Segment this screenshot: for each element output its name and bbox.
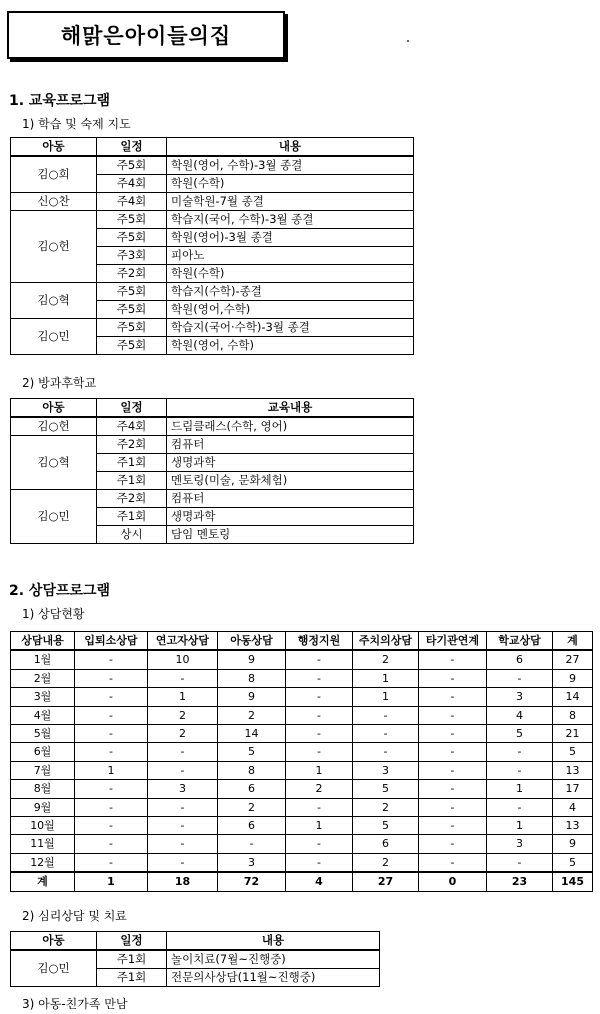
count-cell: - bbox=[286, 650, 353, 669]
content-cell: 학원(영어, 수학) bbox=[167, 337, 414, 355]
count-cell: 8 bbox=[553, 706, 593, 724]
count-cell: 1 bbox=[487, 817, 553, 835]
count-cell: - bbox=[75, 725, 148, 743]
count-cell: 6 bbox=[353, 835, 419, 853]
count-cell: 2 bbox=[148, 725, 218, 743]
child-name-cell: 김○민 bbox=[11, 490, 97, 544]
table-header: 행정지원 bbox=[286, 632, 353, 651]
content-cell: 컴퓨터 bbox=[167, 436, 414, 454]
count-cell: 5 bbox=[353, 817, 419, 835]
content-cell: 학원(영어)-3월 종결 bbox=[167, 229, 414, 247]
content-cell: 피아노 bbox=[167, 247, 414, 265]
count-cell: - bbox=[218, 835, 286, 853]
schedule-cell: 상시 bbox=[97, 526, 167, 544]
count-cell: 3 bbox=[353, 761, 419, 779]
count-cell: 3 bbox=[148, 780, 218, 798]
table-row bbox=[11, 650, 593, 669]
total-cell: 72 bbox=[218, 872, 286, 891]
table-header: 아동 bbox=[11, 399, 97, 418]
table-header: 학교상담 bbox=[487, 632, 553, 651]
table-row bbox=[11, 283, 414, 301]
table-row bbox=[11, 817, 593, 835]
schedule-cell: 주5회 bbox=[97, 211, 167, 229]
count-cell: - bbox=[75, 853, 148, 872]
child-name-cell: 김○민 bbox=[11, 319, 97, 355]
table-row bbox=[11, 761, 593, 779]
count-cell: - bbox=[148, 853, 218, 872]
content-cell: 생명과학 bbox=[167, 508, 414, 526]
schedule-cell: 주5회 bbox=[97, 301, 167, 319]
count-cell: - bbox=[419, 743, 487, 761]
section1-sub1-heading: 1) 학습 및 숙제 지도 bbox=[22, 117, 131, 131]
page-title: 해맑은아이들의집 bbox=[7, 11, 285, 59]
count-cell: - bbox=[148, 761, 218, 779]
table-body bbox=[11, 156, 414, 355]
count-cell: 10 bbox=[148, 650, 218, 669]
content-cell: 드림클래스(수학, 영어) bbox=[167, 417, 414, 436]
count-cell: 3 bbox=[487, 835, 553, 853]
study-guidance-table bbox=[10, 137, 414, 355]
table-header: 입퇴소상담 bbox=[75, 632, 148, 651]
schedule-cell: 주4회 bbox=[97, 193, 167, 211]
schedule-cell: 주4회 bbox=[97, 175, 167, 193]
count-cell: - bbox=[419, 650, 487, 669]
count-cell: - bbox=[286, 725, 353, 743]
count-cell: - bbox=[286, 706, 353, 724]
schedule-cell: 주5회 bbox=[97, 319, 167, 337]
count-cell: 6 bbox=[218, 780, 286, 798]
count-cell: 9 bbox=[553, 669, 593, 687]
count-cell: 8 bbox=[218, 761, 286, 779]
count-cell: 5 bbox=[553, 743, 593, 761]
month-cell: 10월 bbox=[11, 817, 75, 835]
table-body bbox=[11, 650, 593, 891]
month-cell: 4월 bbox=[11, 706, 75, 724]
count-cell: 1 bbox=[75, 761, 148, 779]
count-cell: 1 bbox=[286, 761, 353, 779]
month-cell: 11월 bbox=[11, 835, 75, 853]
schedule-cell: 주2회 bbox=[97, 436, 167, 454]
count-cell: - bbox=[286, 669, 353, 687]
count-cell: 9 bbox=[218, 688, 286, 706]
content-cell: 학습지(국어, 수학)-3월 종결 bbox=[167, 211, 414, 229]
count-cell: - bbox=[148, 835, 218, 853]
count-cell: - bbox=[286, 853, 353, 872]
count-cell: 13 bbox=[553, 817, 593, 835]
count-cell: 5 bbox=[353, 780, 419, 798]
table-row bbox=[11, 156, 414, 175]
count-cell: - bbox=[353, 743, 419, 761]
section2-sub3-heading: 3) 아동-친가족 만남 bbox=[22, 997, 128, 1011]
month-cell: 8월 bbox=[11, 780, 75, 798]
count-cell: - bbox=[419, 835, 487, 853]
child-name-cell: 신○찬 bbox=[11, 193, 97, 211]
table-header: 내용 bbox=[167, 932, 380, 951]
count-cell: 5 bbox=[218, 743, 286, 761]
table-header: 연고자상담 bbox=[148, 632, 218, 651]
table-row bbox=[11, 193, 414, 211]
schedule-cell: 주2회 bbox=[97, 265, 167, 283]
total-cell: 145 bbox=[553, 872, 593, 891]
count-cell: - bbox=[419, 798, 487, 816]
total-cell: 18 bbox=[148, 872, 218, 891]
child-name-cell: 김○혁 bbox=[11, 283, 97, 319]
counseling-status-table bbox=[10, 631, 593, 892]
content-cell: 컴퓨터 bbox=[167, 490, 414, 508]
table-row bbox=[11, 688, 593, 706]
count-cell: - bbox=[419, 853, 487, 872]
table-row bbox=[11, 853, 593, 872]
child-name-cell: 김○혁 bbox=[11, 436, 97, 490]
count-cell: - bbox=[75, 706, 148, 724]
total-cell: 27 bbox=[353, 872, 419, 891]
schedule-cell: 주1회 bbox=[97, 969, 167, 987]
table-header: 일정 bbox=[97, 138, 167, 157]
content-cell: 학습지(수학)-종결 bbox=[167, 283, 414, 301]
count-cell: - bbox=[353, 725, 419, 743]
content-cell: 생명과학 bbox=[167, 454, 414, 472]
month-cell: 1월 bbox=[11, 650, 75, 669]
month-cell: 5월 bbox=[11, 725, 75, 743]
section2-sub2-heading: 2) 심리상담 및 치료 bbox=[22, 909, 127, 923]
table-header: 아동 bbox=[11, 138, 97, 157]
section2-heading: 2. 상담프로그램 bbox=[9, 583, 111, 599]
child-name-cell: 김○헌 bbox=[11, 417, 97, 436]
content-cell: 학원(영어,수학) bbox=[167, 301, 414, 319]
count-cell: - bbox=[487, 669, 553, 687]
table-header: 타기관연계 bbox=[419, 632, 487, 651]
count-cell: 5 bbox=[487, 725, 553, 743]
count-cell: - bbox=[487, 853, 553, 872]
count-cell: 9 bbox=[218, 650, 286, 669]
schedule-cell: 주3회 bbox=[97, 247, 167, 265]
count-cell: 1 bbox=[353, 688, 419, 706]
count-cell: - bbox=[148, 798, 218, 816]
table-header: 주치의상담 bbox=[353, 632, 419, 651]
count-cell: 3 bbox=[218, 853, 286, 872]
child-name-cell: 김○헌 bbox=[11, 211, 97, 283]
table-row bbox=[11, 211, 414, 229]
table-header: 일정 bbox=[97, 932, 167, 951]
schedule-cell: 주4회 bbox=[97, 417, 167, 436]
month-cell: 6월 bbox=[11, 743, 75, 761]
content-cell: 학습지(국어·수학)-3월 종결 bbox=[167, 319, 414, 337]
table-row bbox=[11, 319, 414, 337]
child-name-cell: 김○희 bbox=[11, 156, 97, 193]
table-header: 상담내용 bbox=[11, 632, 75, 651]
count-cell: - bbox=[75, 835, 148, 853]
total-label-cell: 계 bbox=[11, 872, 75, 891]
count-cell: 27 bbox=[553, 650, 593, 669]
count-cell: 13 bbox=[553, 761, 593, 779]
table-header: 아동상담 bbox=[218, 632, 286, 651]
count-cell: 14 bbox=[218, 725, 286, 743]
count-cell: 2 bbox=[353, 853, 419, 872]
count-cell: - bbox=[286, 688, 353, 706]
month-cell: 7월 bbox=[11, 761, 75, 779]
count-cell: - bbox=[148, 669, 218, 687]
count-cell: 3 bbox=[487, 688, 553, 706]
count-cell: 1 bbox=[286, 817, 353, 835]
table-row bbox=[11, 417, 414, 436]
table-row bbox=[11, 743, 593, 761]
count-cell: - bbox=[75, 817, 148, 835]
schedule-cell: 주5회 bbox=[97, 283, 167, 301]
count-cell: - bbox=[419, 688, 487, 706]
count-cell: - bbox=[148, 817, 218, 835]
count-cell: 4 bbox=[553, 798, 593, 816]
schedule-cell: 주5회 bbox=[97, 156, 167, 175]
after-school-table bbox=[10, 398, 414, 544]
table-row bbox=[11, 780, 593, 798]
table-body bbox=[11, 950, 380, 987]
content-cell: 놀이치료(7월~진행중) bbox=[167, 950, 380, 969]
month-cell: 9월 bbox=[11, 798, 75, 816]
count-cell: - bbox=[75, 743, 148, 761]
count-cell: - bbox=[419, 706, 487, 724]
child-name-cell: 김○민 bbox=[11, 950, 97, 987]
total-cell: 4 bbox=[286, 872, 353, 891]
count-cell: 2 bbox=[148, 706, 218, 724]
table-row bbox=[11, 490, 414, 508]
content-cell: 학원(수학) bbox=[167, 175, 414, 193]
content-cell: 학원(수학) bbox=[167, 265, 414, 283]
month-cell: 12월 bbox=[11, 853, 75, 872]
table-row bbox=[11, 706, 593, 724]
count-cell: 2 bbox=[218, 798, 286, 816]
count-cell: - bbox=[419, 761, 487, 779]
count-cell: 6 bbox=[487, 650, 553, 669]
table-body bbox=[11, 417, 414, 544]
table-header: 일정 bbox=[97, 399, 167, 418]
schedule-cell: 주1회 bbox=[97, 454, 167, 472]
count-cell: - bbox=[148, 743, 218, 761]
content-cell: 학원(영어, 수학)-3월 종결 bbox=[167, 156, 414, 175]
count-cell: 8 bbox=[218, 669, 286, 687]
schedule-cell: 주1회 bbox=[97, 508, 167, 526]
count-cell: - bbox=[487, 761, 553, 779]
total-cell: 23 bbox=[487, 872, 553, 891]
content-cell: 전문의사상담(11월~진행중) bbox=[167, 969, 380, 987]
count-cell: - bbox=[286, 743, 353, 761]
table-header: 계 bbox=[553, 632, 593, 651]
count-cell: - bbox=[75, 669, 148, 687]
count-cell: 21 bbox=[553, 725, 593, 743]
content-cell: 멘토링(미술, 문화체험) bbox=[167, 472, 414, 490]
count-cell: - bbox=[419, 669, 487, 687]
count-cell: - bbox=[419, 725, 487, 743]
schedule-cell: 주1회 bbox=[97, 950, 167, 969]
total-row bbox=[11, 872, 593, 891]
count-cell: 6 bbox=[218, 817, 286, 835]
table-row bbox=[11, 436, 414, 454]
schedule-cell: 주5회 bbox=[97, 337, 167, 355]
count-cell: - bbox=[75, 688, 148, 706]
stray-dot bbox=[407, 40, 409, 42]
table-row bbox=[11, 835, 593, 853]
count-cell: - bbox=[75, 650, 148, 669]
table-row bbox=[11, 725, 593, 743]
schedule-cell: 주1회 bbox=[97, 472, 167, 490]
content-cell: 담임 멘토링 bbox=[167, 526, 414, 544]
count-cell: 2 bbox=[353, 650, 419, 669]
count-cell: - bbox=[487, 743, 553, 761]
section2-sub1-heading: 1) 상담현황 bbox=[22, 607, 85, 621]
count-cell: 9 bbox=[553, 835, 593, 853]
month-cell: 3월 bbox=[11, 688, 75, 706]
total-cell: 1 bbox=[75, 872, 148, 891]
table-row bbox=[11, 669, 593, 687]
count-cell: 17 bbox=[553, 780, 593, 798]
table-row bbox=[11, 950, 380, 969]
section1-heading: 1. 교육프로그램 bbox=[9, 93, 111, 109]
count-cell: 1 bbox=[353, 669, 419, 687]
table-header: 아동 bbox=[11, 932, 97, 951]
schedule-cell: 주2회 bbox=[97, 490, 167, 508]
schedule-cell: 주5회 bbox=[97, 229, 167, 247]
total-cell: 0 bbox=[419, 872, 487, 891]
count-cell: - bbox=[419, 780, 487, 798]
count-cell: 1 bbox=[148, 688, 218, 706]
count-cell: 5 bbox=[553, 853, 593, 872]
count-cell: - bbox=[75, 780, 148, 798]
section1-sub2-heading: 2) 방과후학교 bbox=[22, 376, 97, 390]
psych-therapy-table bbox=[10, 931, 380, 987]
count-cell: 2 bbox=[286, 780, 353, 798]
table-row bbox=[11, 798, 593, 816]
count-cell: - bbox=[286, 835, 353, 853]
count-cell: 14 bbox=[553, 688, 593, 706]
content-cell: 미술학원-7월 종결 bbox=[167, 193, 414, 211]
count-cell: 4 bbox=[487, 706, 553, 724]
count-cell: 1 bbox=[487, 780, 553, 798]
month-cell: 2월 bbox=[11, 669, 75, 687]
table-header: 교육내용 bbox=[167, 399, 414, 418]
table-header: 내용 bbox=[167, 138, 414, 157]
count-cell: 2 bbox=[218, 706, 286, 724]
count-cell: - bbox=[419, 817, 487, 835]
count-cell: - bbox=[487, 798, 553, 816]
count-cell: - bbox=[75, 798, 148, 816]
count-cell: 2 bbox=[353, 798, 419, 816]
count-cell: - bbox=[353, 706, 419, 724]
count-cell: - bbox=[286, 798, 353, 816]
